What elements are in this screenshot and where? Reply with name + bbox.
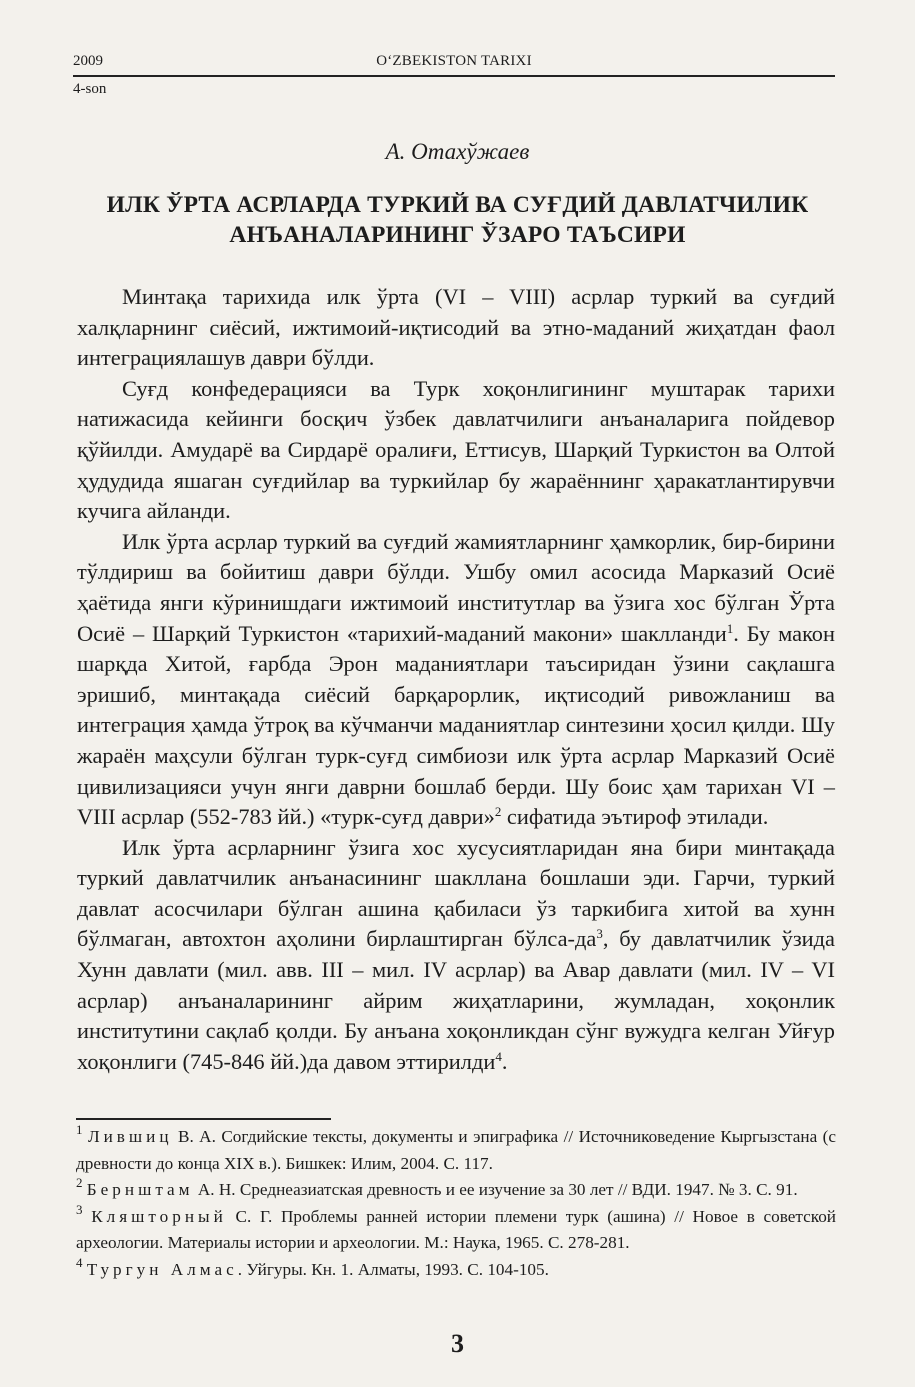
paragraph-4-part-a: Илк ўрта асрларнинг ўзига хос хусусиятларидан яна бири минтақада туркий давлатчилик анъанасининг шакллана бошлаши эди. Гарчи, туркий давлат асосчилари бўлган ашина қабиласи ўз таркибига хитой ва хунн бўлмаган, автохтон аҳолини бирлаштирган бўлса-да (77, 834, 835, 952)
paragraph-4-part-b: , бу давлатчилик ўзида Хунн давлати (мил. авв. III – мил. IV асрлар) ва Авар давлати (мил. IV – VI асрлар) анъаналарининг айрим жиҳатларини, жумладан, хоқонлик институтини сақлаб қолди. Бу анъана хоқонликдан сўнг вужудга келган Уйғур хоқонлиги (745-846 йй.)да давом эттирилди (77, 926, 835, 1074)
footnote-3 (76, 1201, 836, 1257)
paragraph-3-part-b: . Бу макон шарқда Хитой, ғарбда Эрон маданиятлари таъсиридан ўзини сақлашга эришиб, минтақада сиёсий барқарорлик, иқтисодий ривожланиш ва интеграция ҳамда ўтроқ ва кўчманчи маданиятлар синтезини ҳосил қилди. Шу жараён маҳсули бўлган турк-суғд симбиози илк ўрта асрлар Марказий Осиё цивилизацияси учун янги даврни бошлаб берди. Шу боис ҳам тарихан VI – VIII асрлар (552-783 йй.) «турк-суғд даври» (77, 620, 835, 830)
footnote-text: . Уйгуры. Кн. 1. Алматы, 1993. С. 104-105. (237, 1259, 549, 1279)
footnote-ref-4[interactable]: 4 (495, 1048, 502, 1064)
header-rule (73, 75, 835, 77)
footnote-author: Кляшторный (91, 1206, 227, 1226)
paragraph-3 (77, 527, 835, 833)
article-author: А. Отахўжаев (385, 139, 530, 164)
footnote-separator (76, 1118, 331, 1120)
paragraph-4-end: . (501, 1048, 508, 1074)
footnote-number: 2 (76, 1175, 83, 1190)
footnote-ref-3[interactable]: 3 (596, 926, 603, 942)
article-title-line-2: АНЪАНАЛАРИНИНГ ЎЗАРО ТАЪСИРИ (229, 222, 686, 248)
paragraph-4 (77, 833, 835, 1078)
paragraph-3-part-a: Илк ўрта асрлар туркий ва суғдий жамиятларнинг ҳамкорлик, бир-бирини тўлдириш ва бойитиш даври бўлди. Ушбу омил асосида Марказий Осиё ҳаётида янги кўринишдаги ижтимоий институтлар ва ўзига хос бўлган Ўрта Осиё – Шарқий Туркистон «тарихий-маданий макони» шаклланди (77, 528, 835, 646)
footnote-number: 3 (76, 1201, 83, 1217)
footnote-ref-2[interactable]: 2 (494, 804, 502, 820)
header-journal-title: O‘ZBEKISTON TARIXI (376, 53, 532, 69)
paragraph-1: Минтақа тарихида илк ўрта (VI – VIII) асрлар туркий ва суғдий халқларнинг сиёсий, ижтимоий-иқтисодий ва этно-маданий жиҳатдан фаол интеграциялашув даври бўлди. (77, 284, 835, 371)
footnote-number: 4 (76, 1254, 83, 1270)
footnote-text: В. А. Согдийские тексты, документы и эпиграфика // Источниковедение Кыргызстана (с древности до конца XIX в.). Бишкек: Илим, 2004. С. 117. (76, 1127, 836, 1173)
footnote-text: А. Н. Среднеазиатская древность и ее изучение за 30 лет // ВДИ. 1947. № 3. С. 91. (193, 1180, 798, 1199)
footnote-1 (76, 1124, 836, 1177)
footnote-ref-1[interactable]: 1 (726, 620, 734, 636)
page-number: 3 (451, 1329, 464, 1358)
footnote-text: С. Г. Проблемы ранней истории племени турк (ашина) // Новое в советской археологии. Материалы истории и археологии. М.: Наука, 1965. С. 278-281. (76, 1206, 836, 1252)
footnote-author: Лившиц (87, 1127, 173, 1146)
footnote-author: Бернштам (86, 1180, 194, 1199)
footnote-4 (76, 1254, 836, 1284)
article-body (77, 282, 835, 1077)
paragraph-2: Суғд конфедерацияси ва Турк хоқонлигининг муштарак тарихи натижасида кейинги босқич ўзбек давлатчилиги анъаналарига пойдевор қўйилди. Амударё ва Сирдарё оралиғи, Еттисув, Шарқий Туркистон ва Олтой ҳудудида яшаган суғдийлар ва туркийлар бу жараённинг ҳаракатлантирувчи кучига айланди. (77, 375, 835, 524)
footnote-author: Тургун Алмас (86, 1259, 238, 1279)
article-title (70, 190, 845, 250)
footnotes (76, 1124, 836, 1283)
header-year: 2009 (73, 53, 103, 69)
header-issue: 4-son (73, 81, 107, 97)
paragraph-3-part-c: сифатида эътироф этилади. (501, 804, 769, 830)
footnote-number: 1 (76, 1122, 83, 1137)
article-title-line-1: ИЛК ЎРТА АСРЛАРДА ТУРКИЙ ВА СУҒДИЙ ДАВЛАТЧИЛИК (106, 192, 809, 218)
footnote-2 (76, 1177, 836, 1204)
